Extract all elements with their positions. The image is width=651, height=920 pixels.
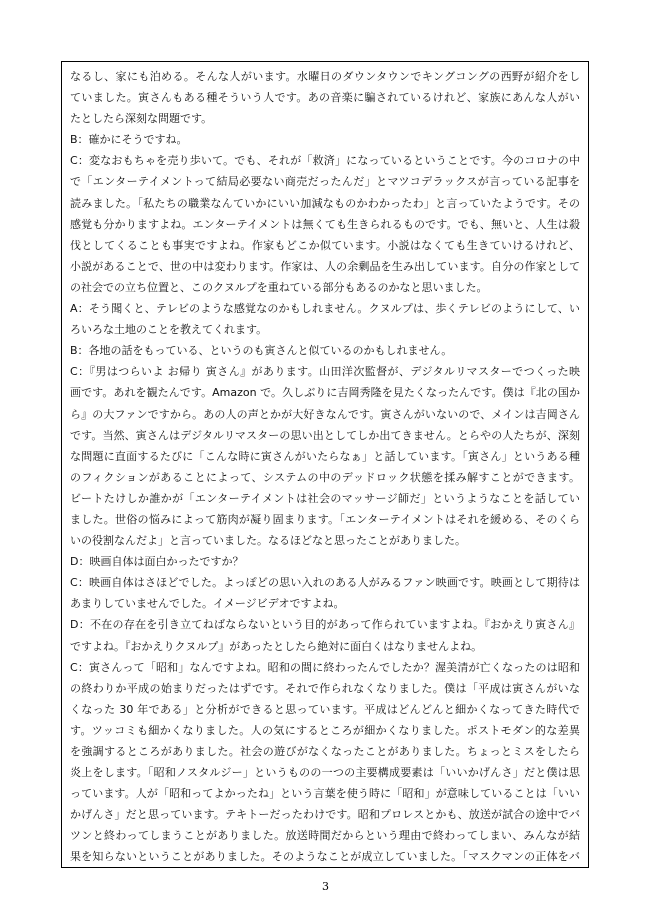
text-line: の終わりか平成の始まりだったはずです。それで作られなくなりました。僕は「平成は寅さんがいな bbox=[70, 681, 580, 695]
text-line: ビートたけしか誰かが「エンターテイメントは社会のマッサージ師だ」というようなことを話してい bbox=[70, 491, 580, 505]
text-line: 感覚も分かりますよね。エンターテイメントは無くても生きられるものです。でも、無いと、人生は殺 bbox=[70, 217, 580, 231]
text-line: 読みました。「私たちの職業なんていかにいい加減なものかわかったわ」と言っていたようです。その bbox=[70, 196, 580, 210]
text-line: D：不在の存在を引き立てねばならないという目的があって作られていますよね。『おかえり寅さん』 bbox=[70, 618, 580, 632]
text-line: いの役割なんだよ」と言っていました。なるほどなと思ったことがありました。 bbox=[70, 534, 466, 548]
text-line: かげんさ」だと思っています。テキトーだったわけです。昭和プロレスとかも、放送が試合の途中でバ bbox=[70, 808, 580, 822]
text-frame bbox=[61, 61, 589, 868]
text-line: の社会での立ち位置と、このクヌルプを重ねている部分もあるのかなと思いました。 bbox=[70, 280, 488, 294]
text-line: たとしたら深刻な問題です。 bbox=[70, 112, 213, 126]
text-line: な問題に直面するたびに「こんな時に寅さんがいたらなぁ」と話しています。「寅さん」というある種 bbox=[70, 449, 580, 463]
text-line: あまりしていませんでした。イメージビデオですよね。 bbox=[70, 597, 345, 611]
text-line: A：そう聞くと、テレビのような感覚なのかもしれません。クヌルプは、歩くテレビのようにして、い bbox=[70, 302, 580, 316]
text-line: くなった 30 年である」と分析ができると思っています。平成はどんどんと細かくなってきた時代で bbox=[70, 702, 580, 716]
text-line: ろいろな土地のことを教えてくれます。 bbox=[70, 323, 268, 337]
text-line: 伐としてくることも事実ですよね。作家もどこか似ています。小説はなくても生きていけるけれど、 bbox=[70, 238, 580, 252]
text-line: 小説があることで、世の中は変わります。作家は、人の余剰品を生み出しています。自分の作家として bbox=[70, 259, 580, 273]
text-line: なるし、家にも泊める。そんな人がいます。水曜日のダウンタウンでキングコングの西野が紹介をし bbox=[70, 70, 580, 83]
text-line: 炎上をします。「昭和ノスタルジー」というものの一つの主要構成要素は「いいかげんさ」だと僕は思 bbox=[70, 766, 580, 780]
text-line: ました。世俗の悩みによって筋肉が凝り固まります。「エンターテイメントはそれを緩める、そのくら bbox=[70, 512, 580, 526]
text-line: ですよね。『おかえりクヌルプ』があったとしたら絶対に面白くはなりませんよね。 bbox=[70, 639, 483, 653]
text-line: です。当然、寅さんはデジタルリマスターの思い出としてしか出てきません。とらやの人たちが、深刻 bbox=[70, 428, 580, 442]
text-line: C：映画自体はさほどでした。よっぽどの思い入れのある人がみるファン映画です。映画として期待は bbox=[70, 576, 580, 590]
text-line: C：変なおもちゃを売り歩いて。でも、それが「救済」になっているということです。今のコロナの中 bbox=[70, 154, 580, 168]
text-line: B：確かにそうですね。 bbox=[70, 133, 188, 147]
text-line: D：映画自体は面白かったですか？ bbox=[70, 555, 244, 569]
text-line: す。ツッコミも細かくなりました。人の気にするところが細かくなりました。ポストモダン的な差異 bbox=[70, 723, 580, 737]
text-line: ツンと終わってしまうことがありました。放送時間だからという理由で終わってしまい、みんなが結 bbox=[70, 829, 580, 843]
text-line: で「エンターテイメントって結局必要ない商売だったんだ」とマツコデラックスが言っている記事を bbox=[70, 175, 580, 189]
body-text bbox=[70, 66, 580, 868]
text-line: を強調するところがありました。社会の遊びがなくなったことがありました。ちょっとミスをしたら bbox=[70, 745, 580, 758]
page-number: 3 bbox=[322, 880, 329, 893]
text-line: のフィクションがあることによって、システムの中のデッドロック状態を揉み解すことができます。 bbox=[70, 470, 580, 484]
text-line: C：寅さんって「昭和」なんですよね。昭和の間に終わったんでしたか？渥美清が亡くなったのは昭和 bbox=[70, 660, 580, 674]
text-line: 果を知らないということがありました。そのようなことが成立していました。「マスクマンの正体をバ bbox=[70, 850, 580, 864]
text-line: ら』の大ファンですから。あの人の声とかが大好きなんです。寅さんがいないので、メインは吉岡さん bbox=[70, 407, 580, 421]
text-line: C：『男はつらいよ お帰り 寅さん』があります。山田洋次監督が、デジタルリマスターでつくった映 bbox=[70, 365, 580, 379]
text-line: B：各地の話をもっている、というのも寅さんと似ているのかもしれません。 bbox=[70, 344, 453, 358]
text-line: 画です。あれを観たんです。Amazon で。久しぶりに吉岡秀隆を見たくなったんです。僕は『北の国か bbox=[70, 386, 580, 400]
text-line: っています。人が「昭和ってよかったね」という言葉を使う時に「昭和」が意味していることは「いい bbox=[70, 787, 580, 801]
text-line: ていました。寅さんもある種そういう人です。あの音楽に騙されているけれど、家族にあんな人がい bbox=[70, 91, 580, 105]
